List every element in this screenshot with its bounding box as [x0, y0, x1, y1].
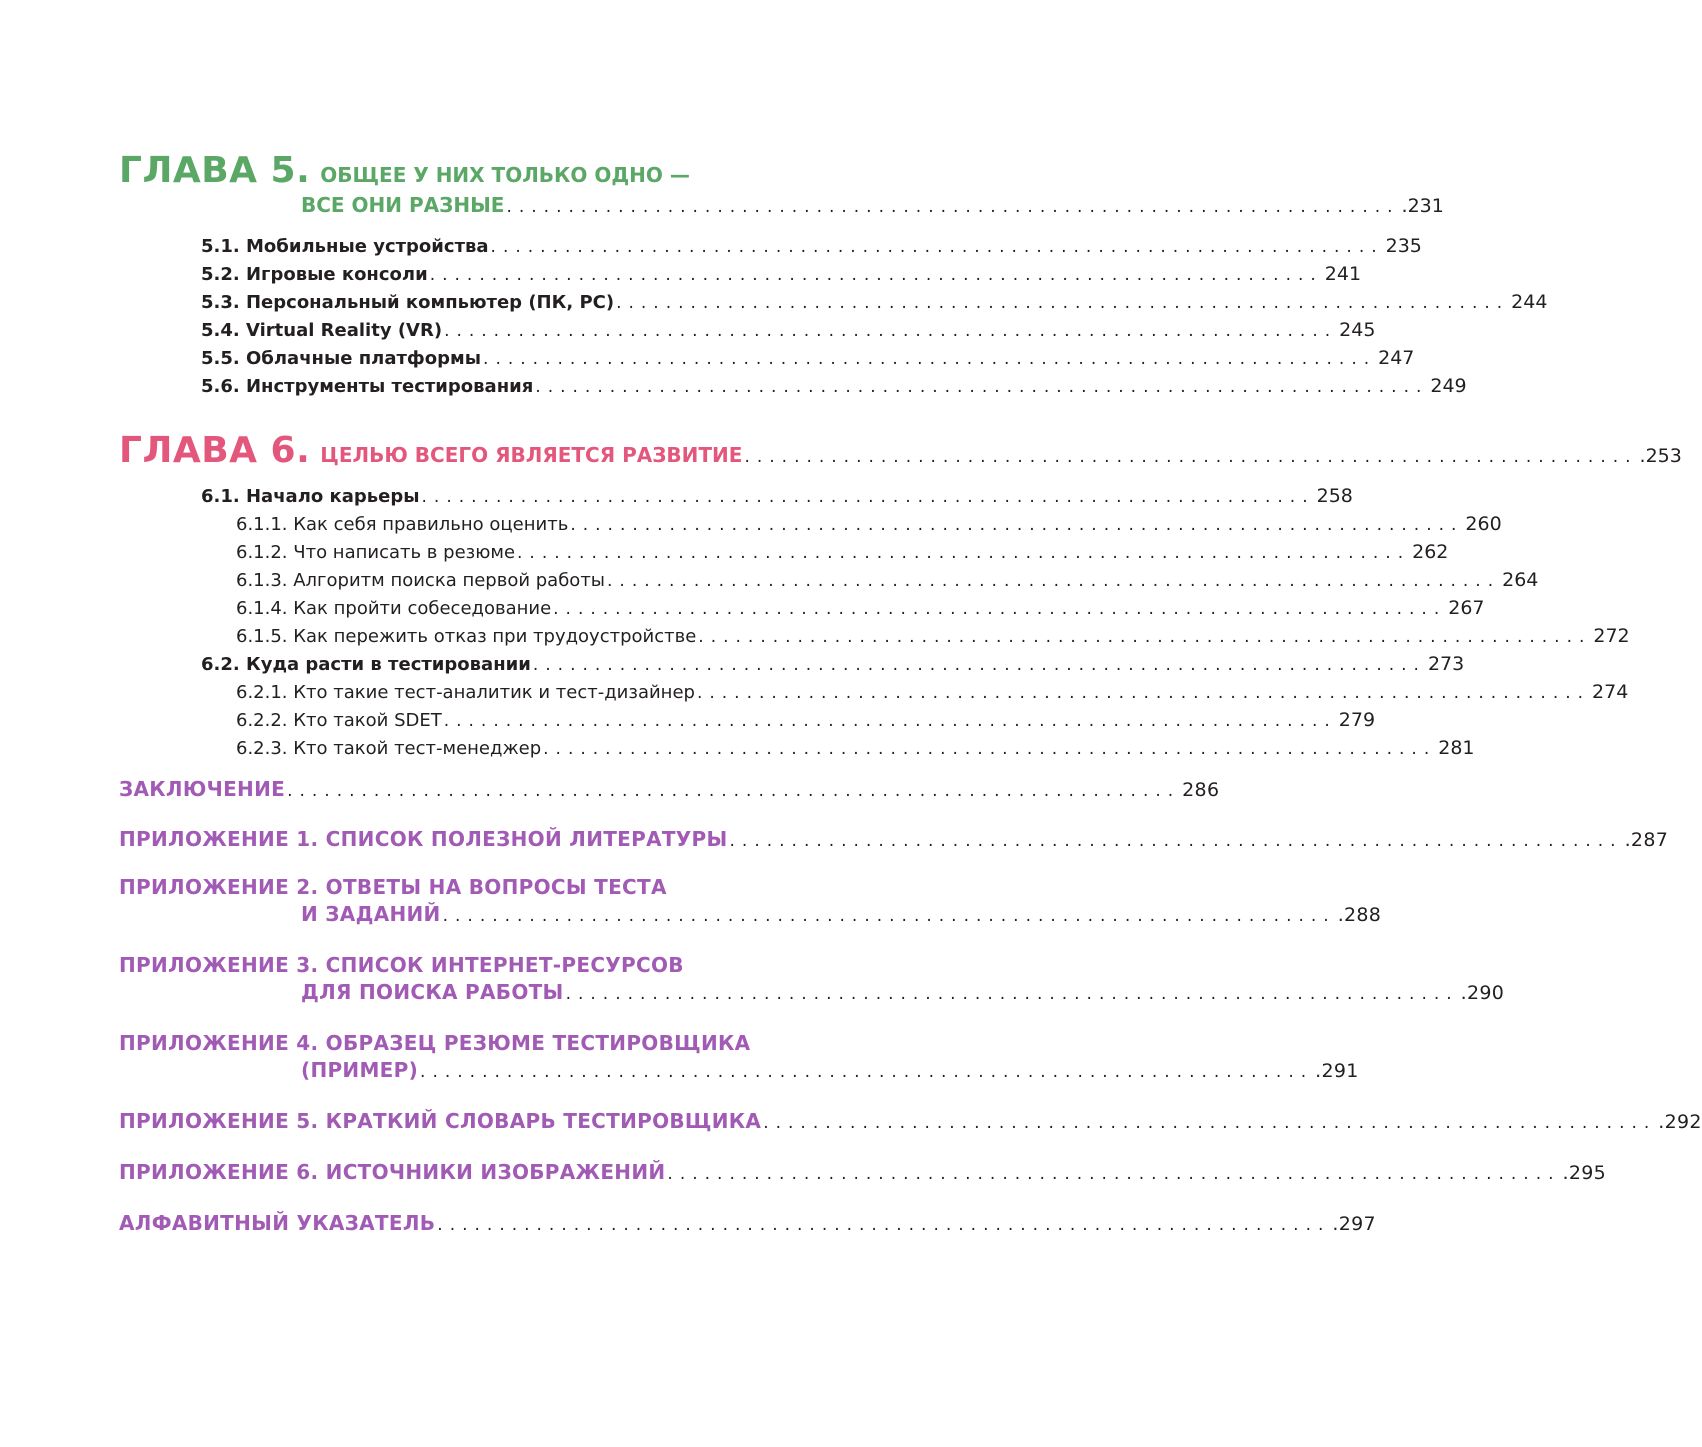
entry-page: 273	[1427, 653, 1465, 675]
appendix-4-page: .291	[1315, 1060, 1359, 1082]
entry-title: 5.1. Мобильные устройства	[201, 236, 489, 257]
conclusion-title: ЗАКЛЮЧЕНИЕ	[119, 777, 286, 801]
appendix-4-title-line1: ПРИЛОЖЕНИЕ 4. ОБРАЗЕЦ РЕЗЮМЕ ТЕСТИРОВЩИКА	[119, 1031, 751, 1055]
entry-title: 6.1.4. Как пройти собеседование	[236, 598, 552, 619]
chapter-6-label: ГЛАВА 6.	[119, 430, 311, 471]
chapter-5[interactable]	[119, 150, 1444, 218]
toc-appendix-5[interactable]	[119, 1106, 1702, 1136]
entry-page: 260	[1465, 513, 1502, 535]
toc-entry[interactable]	[119, 372, 1467, 400]
appendix-6-page: .295	[1562, 1162, 1607, 1184]
toc-subentry[interactable]	[119, 706, 1376, 734]
entry-title: 6.1.1. Как себя правильно оценить	[236, 514, 569, 535]
toc-appendix-2[interactable]	[119, 874, 1382, 928]
toc-subentry[interactable]	[119, 734, 1475, 762]
toc-entry[interactable]	[119, 260, 1362, 288]
entry-title: 6.1.5. Как пережить отказ при трудоустройстве	[236, 626, 697, 647]
entry-page: 247	[1378, 347, 1415, 369]
appendix-3-title-line2: ДЛЯ ПОИСКА РАБОТЫ	[301, 980, 564, 1004]
entry-title: 6.1.2. Что написать в резюме	[236, 542, 516, 563]
entry-title: 6.2.3. Кто такой тест-менеджер	[236, 738, 542, 759]
entry-page: 258	[1316, 485, 1353, 507]
dot-leader: ........................................................................	[420, 1062, 1314, 1082]
appendix-6-title: ПРИЛОЖЕНИЕ 6. ИСТОЧНИКИ ИЗОБРАЖЕНИЙ	[119, 1160, 666, 1184]
chapter-6-title: ЦЕЛЬЮ ВСЕГО ЯВЛЯЕТСЯ РАЗВИТИЕ	[320, 443, 743, 467]
entry-page: 244	[1511, 291, 1548, 313]
toc-subentry[interactable]	[119, 594, 1485, 622]
appendix-4-title-line2: (ПРИМЕР)	[301, 1058, 419, 1082]
dot-leader: ........................................................................	[570, 515, 1464, 535]
entry-page: 249	[1430, 375, 1467, 397]
toc-conclusion[interactable]	[119, 774, 1220, 804]
chapter-5-title-line1: ОБЩЕЕ У НИХ ТОЛЬКО ОДНО —	[320, 163, 690, 187]
dot-leader: ........................................................................	[444, 321, 1338, 341]
dot-leader: ........................................................................	[443, 711, 1337, 731]
entry-page: 264	[1502, 569, 1539, 591]
toc-appendix-6[interactable]	[119, 1157, 1607, 1187]
entry-page: 241	[1324, 263, 1362, 285]
appendix-2-page: .288	[1337, 904, 1382, 926]
toc-index[interactable]	[119, 1208, 1376, 1238]
index-title: АЛФАВИТНЫЙ УКАЗАТЕЛЬ	[119, 1211, 436, 1235]
toc-subentry[interactable]	[119, 678, 1629, 706]
dot-leader: ........................................................................	[553, 599, 1447, 619]
dot-leader: ........................................................................	[698, 627, 1592, 647]
dot-leader: ........................................................................	[744, 447, 1638, 467]
entry-title: 5.3. Персональный компьютер (ПК, PC)	[201, 292, 615, 313]
table-of-contents	[119, 150, 1702, 1238]
appendix-2-title-line2: И ЗАДАНИЙ	[301, 902, 441, 926]
dot-leader: ........................................................................	[616, 293, 1510, 313]
appendix-3-title-line1: ПРИЛОЖЕНИЕ 3. СПИСОК ИНТЕРНЕТ-РЕСУРСОВ	[119, 953, 684, 977]
dot-leader: ........................................................................	[442, 906, 1336, 926]
entry-page: 272	[1593, 625, 1630, 647]
index-page: .297	[1332, 1213, 1376, 1235]
dot-leader: ........................................................................	[517, 543, 1411, 563]
appendix-1-page: .287	[1624, 829, 1669, 851]
entry-title: 6.2. Куда расти в тестировании	[201, 654, 531, 675]
entry-page: 279	[1338, 709, 1376, 731]
entry-title: 6.1. Начало карьеры	[201, 486, 420, 507]
dot-leader: ........................................................................	[421, 487, 1315, 507]
entry-title: 5.5. Облачные платформы	[201, 348, 482, 369]
entry-page: 245	[1339, 319, 1376, 341]
dot-leader: ........................................................................	[763, 1113, 1657, 1133]
dot-leader: ........................................................................	[532, 655, 1426, 675]
appendix-5-page: .292	[1658, 1111, 1702, 1133]
chapter-5-title-line2: ВСЕ ОНИ РАЗНЫЕ	[301, 193, 505, 217]
toc-appendix-3[interactable]	[119, 952, 1505, 1006]
entry-title: 5.6. Инструменты тестирования	[201, 376, 534, 397]
toc-appendix-4[interactable]	[119, 1030, 1359, 1084]
entry-title: 5.2. Игровые консоли	[201, 264, 428, 285]
entry-page: 274	[1592, 681, 1629, 703]
entry-page: 267	[1448, 597, 1485, 619]
chapter-6-page: .253	[1639, 445, 1682, 467]
dot-leader: ........................................................................	[437, 1215, 1331, 1235]
toc-entry[interactable]	[119, 650, 1465, 678]
dot-leader: ........................................................................	[607, 571, 1501, 591]
toc-subentry[interactable]	[119, 622, 1630, 650]
dot-leader: ........................................................................	[565, 984, 1459, 1004]
conclusion-page: 286	[1182, 779, 1220, 801]
chapter-5-page: .231	[1401, 195, 1444, 217]
chapter-5-label: ГЛАВА 5.	[119, 150, 311, 191]
entry-page: 235	[1385, 235, 1422, 257]
toc-entry[interactable]	[119, 316, 1376, 344]
dot-leader: ........................................................................	[287, 781, 1181, 801]
toc-appendix-1[interactable]	[119, 824, 1669, 854]
dot-leader: ........................................................................	[543, 739, 1437, 759]
appendix-1-title: ПРИЛОЖЕНИЕ 1. СПИСОК ПОЛЕЗНОЙ ЛИТЕРАТУРЫ	[119, 827, 728, 851]
toc-entry[interactable]	[119, 288, 1548, 316]
dot-leader: ........................................................................	[696, 683, 1591, 703]
dot-leader: ........................................................................	[490, 237, 1384, 257]
appendix-5-title: ПРИЛОЖЕНИЕ 5. КРАТКИЙ СЛОВАРЬ ТЕСТИРОВЩИКА	[119, 1109, 762, 1133]
entry-title: 6.2.2. Кто такой SDET	[236, 710, 442, 731]
dot-leader: ........................................................................	[667, 1164, 1561, 1184]
dot-leader: ........................................................................	[429, 265, 1323, 285]
dot-leader: ........................................................................	[535, 377, 1429, 397]
appendix-3-page: .290	[1460, 982, 1505, 1004]
dot-leader: ........................................................................	[506, 197, 1400, 217]
entry-title: 5.4. Virtual Reality (VR)	[201, 320, 443, 341]
chapter-6[interactable]	[119, 430, 1682, 472]
dot-leader: ........................................................................	[729, 831, 1623, 851]
toc-entry[interactable]	[119, 482, 1353, 510]
toc-subentry[interactable]	[119, 510, 1502, 538]
toc-subentry[interactable]	[119, 538, 1449, 566]
entry-title: 6.2.1. Кто такие тест-аналитик и тест-дизайнер	[236, 682, 695, 703]
entry-title: 6.1.3. Алгоритм поиска первой работы	[236, 570, 606, 591]
entry-page: 281	[1438, 737, 1475, 759]
appendix-2-title-line1: ПРИЛОЖЕНИЕ 2. ОТВЕТЫ НА ВОПРОСЫ ТЕСТА	[119, 875, 667, 899]
toc-entry[interactable]	[119, 344, 1415, 372]
dot-leader: ........................................................................	[483, 349, 1377, 369]
toc-subentry[interactable]	[119, 566, 1539, 594]
entry-page: 262	[1412, 541, 1449, 563]
toc-entry[interactable]	[119, 232, 1422, 260]
